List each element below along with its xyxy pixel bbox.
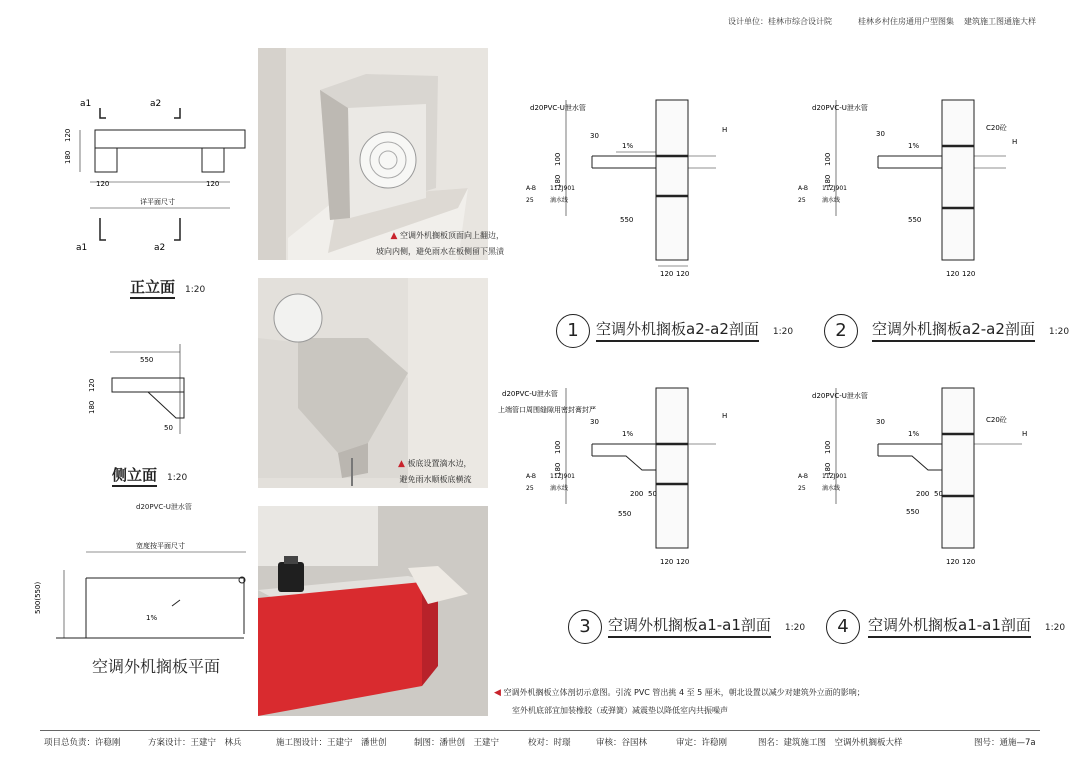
dim-180-vert: 180: [64, 150, 72, 164]
bottom-note: ◀ 空调外机搁板立体剖切示意图。引流 PVC 管出挑 4 至 5 厘米，朝北设置以减少对建筑外立面的影响； 室外机底部宜加装橡胶（或弹簧）减震垫以降低室内共振噪声: [494, 688, 865, 715]
section-1-title: [596, 318, 793, 339]
s4-ab: A-B: [798, 473, 809, 480]
footer-approval: 审定：许稳刚: [676, 738, 728, 748]
s3-25: 25: [526, 485, 534, 492]
s4-pipe: d20PVC-U泄水管: [812, 392, 868, 400]
front-elevation-title: [130, 276, 205, 297]
plan-depth: 500(550): [34, 581, 42, 614]
s4-h: H: [1022, 430, 1028, 438]
side-dim-120: 120: [88, 378, 96, 392]
s1-pipe: d20PVC-U泄水管: [530, 104, 586, 112]
s4-d550: 550: [906, 508, 920, 516]
side-elevation-scale: 1:20: [167, 473, 188, 483]
section-2-drawing: [796, 96, 1016, 286]
s1-d180: 180: [554, 174, 562, 188]
dim-120-right: 120: [206, 180, 220, 188]
s2-extra: C20砼: [986, 124, 1007, 132]
caption-middle-line2: 避免雨水顺板底横流: [399, 475, 472, 484]
s3-d120b: 120: [676, 558, 690, 566]
header-atlas: 桂林乡村住房通用户型图集: [858, 17, 954, 26]
footer-drawing-number: 图号：通施—7a: [974, 738, 1036, 748]
s3-extra: 上端管口周围缝隙用密封膏封严: [498, 406, 596, 414]
side-elevation-drawing: [80, 344, 210, 444]
s1-ab: A-B: [526, 185, 537, 192]
s2-d30: 30: [876, 130, 885, 138]
section-cut-render: [258, 506, 488, 716]
s4-d30: 30: [876, 418, 885, 426]
side-elevation-title-text: 侧立面: [112, 466, 157, 487]
section-4-scale: 1:20: [1044, 623, 1066, 633]
header-design-unit: 设计单位：桂林市综合设计院: [728, 17, 832, 26]
bottom-note-line1: 空调外机搁板立体剖切示意图。引流 PVC 管出挑 4 至 5 厘米，朝北设置以减少对建筑外立面的影响；: [503, 688, 865, 697]
footer-construction-design: 施工图设计：王建宁 潘世创: [276, 738, 387, 748]
section-3-scale: 1:20: [784, 623, 806, 633]
caption-top-line2: 坡向内侧，避免雨水在板侧留下黑渍: [376, 247, 504, 256]
s4-drip: 滴水线: [822, 485, 841, 492]
caption-top-line1: 空调外机搁板顶面向上翻边，: [400, 231, 504, 240]
s2-ref: 11ZJ901: [822, 185, 847, 192]
s3-d180: 180: [554, 462, 562, 476]
s4-d100: 100: [824, 440, 832, 454]
s4-d200: 200: [916, 490, 930, 498]
s2-slope: 1%: [908, 142, 920, 150]
s1-d550: 550: [620, 216, 634, 224]
s3-d120a: 120: [660, 558, 674, 566]
s3-h: H: [722, 412, 728, 420]
s2-25: 25: [798, 197, 806, 204]
header-sheet-type: 建筑施工图通施大样: [964, 17, 1036, 26]
plan-slope: 1%: [146, 614, 158, 622]
s2-h: H: [1012, 138, 1018, 146]
side-elevation-title: [112, 464, 187, 485]
s1-h: H: [722, 126, 728, 134]
s2-d120b: 120: [962, 270, 976, 278]
s4-d120a: 120: [946, 558, 960, 566]
s3-d100: 100: [554, 440, 562, 454]
footer-drawing-name: 图名：建筑施工图 空调外机搁板大样: [758, 738, 903, 748]
caption-top: ▲ 空调外机搁板顶面向上翻边， 坡向内侧，避免雨水在板侧留下黑渍: [376, 231, 504, 256]
s3-slope: 1%: [622, 430, 634, 438]
front-elevation-drawing: [40, 90, 250, 260]
front-width-label: 详平面尺寸: [140, 198, 175, 206]
label-a1-bottom: a1: [76, 243, 88, 253]
footer-drafting: 制图：潘世创 王建宁: [414, 738, 500, 748]
s3-ref: 11ZJ901: [550, 473, 575, 480]
section-1-scale: 1:20: [772, 327, 794, 337]
label-a2-top: a2: [150, 99, 162, 109]
section-2-title-text: 空调外机搁板a2-a2剖面: [872, 320, 1035, 342]
s1-drip: 滴水线: [550, 197, 569, 204]
section-3-number: 3: [568, 610, 602, 644]
s1-d120b: 120: [676, 270, 690, 278]
front-elevation-scale: 1:20: [185, 285, 206, 295]
side-dim-550: 550: [140, 356, 154, 364]
s1-d120a: 120: [660, 270, 674, 278]
side-dim-180: 180: [88, 400, 96, 414]
s1-d30: 30: [590, 132, 599, 140]
footer-divider: [40, 730, 1040, 731]
s3-d30: 30: [590, 418, 599, 426]
s1-ref: 11ZJ901: [550, 185, 575, 192]
side-dim-50: 50: [164, 424, 173, 432]
label-a2-bottom: a2: [154, 243, 166, 253]
label-a1-top: a1: [80, 99, 92, 109]
section-3-title-text: 空调外机搁板a1-a1剖面: [608, 616, 771, 638]
caption-middle: ▲ 板底设置滴水边， 避免雨水顺板底横流: [398, 459, 472, 484]
footer-scheme-design: 方案设计：王建宁 林兵: [148, 738, 242, 748]
s3-pipe: d20PVC-U泄水管: [502, 390, 558, 398]
s4-d180: 180: [824, 462, 832, 476]
s4-slope: 1%: [908, 430, 920, 438]
s3-drip: 滴水线: [550, 485, 569, 492]
section-2-number: 2: [824, 314, 858, 348]
s3-ab: A-B: [526, 473, 537, 480]
section-1-number: 1: [556, 314, 590, 348]
footer-check: 校对：时璟: [528, 738, 571, 748]
render-photo-bottom: [258, 506, 488, 716]
s2-d550: 550: [908, 216, 922, 224]
s4-d120b: 120: [962, 558, 976, 566]
front-elevation-title-text: 正立面: [130, 278, 175, 299]
caption-middle-line1: 板底设置滴水边，: [407, 459, 472, 468]
s2-d100: 100: [824, 152, 832, 166]
section-4-number: 4: [826, 610, 860, 644]
s4-ref: 11ZJ901: [822, 473, 847, 480]
s4-extra: C20砼: [986, 416, 1007, 424]
footer-review: 审核：谷国林: [596, 738, 648, 748]
s3-d50: 50: [648, 490, 657, 498]
section-3-drawing: [496, 384, 736, 574]
section-4-drawing: [796, 384, 1032, 574]
plan-pipe-label: d20PVC-U泄水管: [136, 503, 192, 511]
section-2-title: [872, 318, 1069, 339]
section-2-scale: 1:20: [1048, 327, 1070, 337]
s4-d50: 50: [934, 490, 943, 498]
bottom-note-line2: 室外机底部宜加装橡胶（或弹簧）减震垫以降低室内共振噪声: [512, 706, 728, 715]
render-photo-middle: [258, 278, 488, 488]
section-3-title: [608, 614, 805, 635]
dim-120-vert: 120: [64, 128, 72, 142]
dim-120-left: 120: [96, 180, 110, 188]
s1-25: 25: [526, 197, 534, 204]
plan-drawing: [36, 534, 256, 644]
footer-project-lead: 项目总负责：许稳刚: [44, 738, 121, 748]
s2-pipe: d20PVC-U泄水管: [812, 104, 868, 112]
s3-d550: 550: [618, 510, 632, 518]
s1-d100: 100: [554, 152, 562, 166]
s2-d180: 180: [824, 174, 832, 188]
s1-slope: 1%: [622, 142, 634, 150]
section-4-title-text: 空调外机搁板a1-a1剖面: [868, 616, 1031, 638]
plan-width-label: 宽度按平面尺寸: [136, 542, 185, 550]
plan-title: 空调外机搁板平面: [92, 657, 221, 676]
section-4-title: [868, 614, 1065, 635]
s2-drip: 滴水线: [822, 197, 841, 204]
section-1-title-text: 空调外机搁板a2-a2剖面: [596, 320, 759, 342]
section-1-drawing: [526, 96, 736, 286]
s2-d120a: 120: [946, 270, 960, 278]
s4-25: 25: [798, 485, 806, 492]
s2-ab: A-B: [798, 185, 809, 192]
render-photo-top: [258, 48, 504, 260]
s3-d200: 200: [630, 490, 644, 498]
